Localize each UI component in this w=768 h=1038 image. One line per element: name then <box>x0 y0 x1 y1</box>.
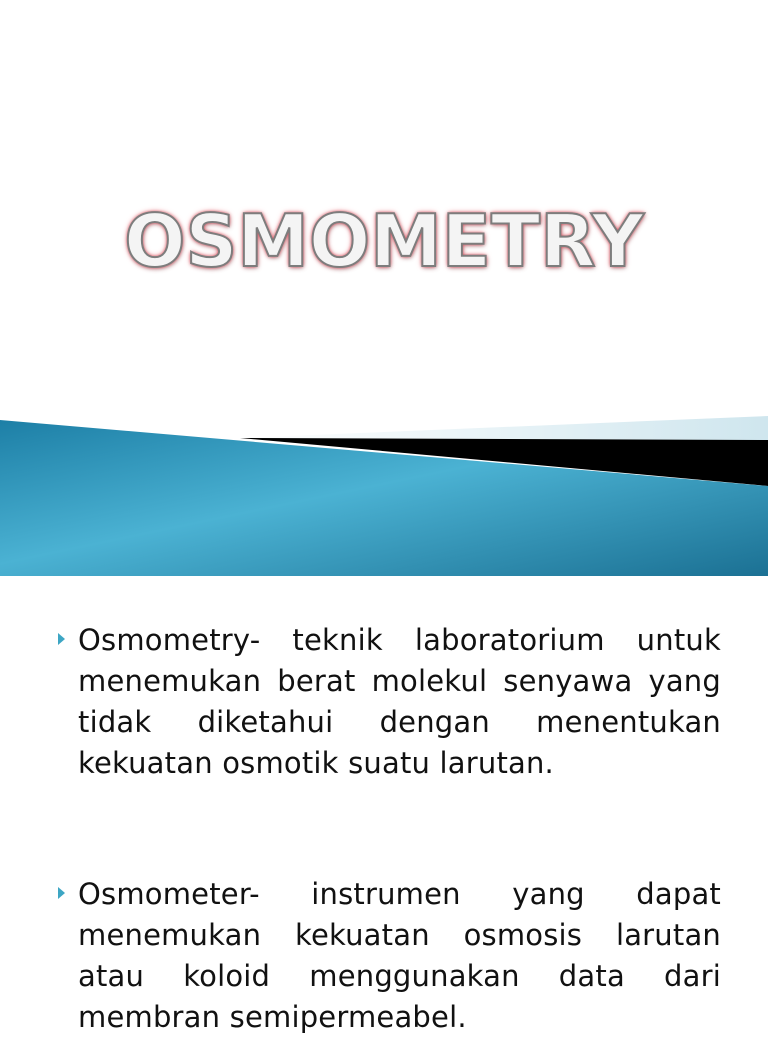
bullet-osmometry: Osmometry- teknik laboratorium untuk menemukan berat molekul senyawa yang tidak diketahui dengan menentukan kekuatan osmotik suatu larutan. <box>78 623 721 780</box>
banner-light-stripe <box>240 416 768 440</box>
decorative-banner <box>0 400 768 580</box>
slide-title: OSMOMETRY <box>124 199 644 283</box>
bullet-osmometer: Osmometer- instrumen yang dapat menemukan kekuatan osmosis larutan atau koloid menggunakan data dari membran semipermeabel. <box>78 877 721 1034</box>
title-area <box>0 0 768 420</box>
bullet-arrow-icon <box>58 633 65 645</box>
bullet-arrow-icon <box>58 887 65 899</box>
